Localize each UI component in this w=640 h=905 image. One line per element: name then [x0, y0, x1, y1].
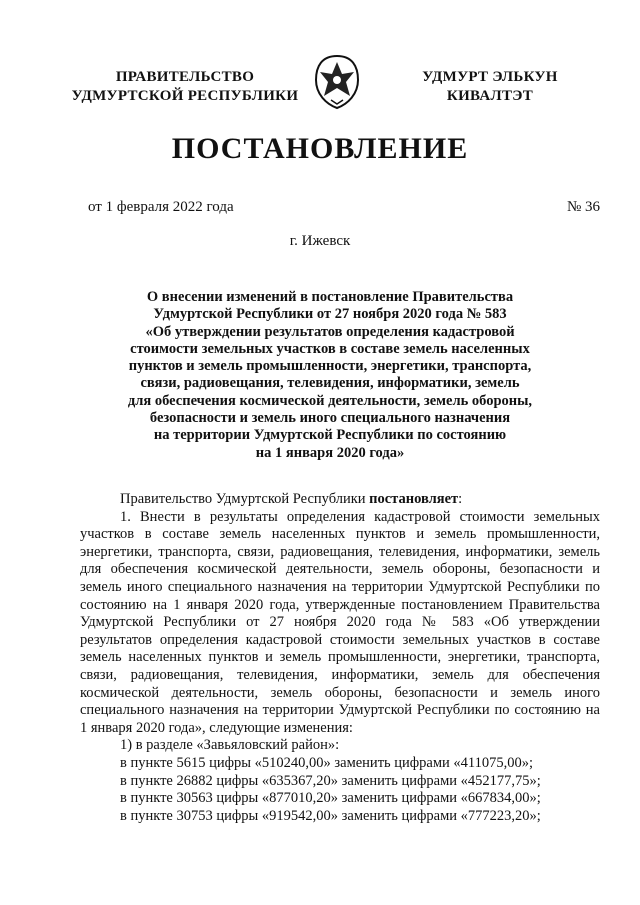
intro-resolves: постановляет	[369, 491, 459, 507]
subject-line: Удмуртской Республики от 27 ноября 2020 года № 583	[153, 306, 507, 323]
document-subject	[100, 289, 560, 462]
document-number: № 36	[567, 199, 601, 215]
subject-line: на территории Удмуртской Республики по состоянию	[153, 427, 507, 444]
government-name-udmurt	[395, 68, 585, 106]
subject-line: пунктов и земель промышленности, энергетики, транспорта,	[128, 358, 532, 375]
document-city: г. Ижевск	[289, 233, 351, 249]
change-line: в пункте 30753 цифры «919542,00» заменить цифрами «777223,20»;	[120, 807, 541, 824]
subject-line: связи, радиовещания, телевидения, информатики, земель	[140, 375, 520, 392]
document-date: от 1 февраля 2022 года	[88, 199, 234, 215]
government-name-udmurt-line1: УДМУРТ ЭЛЬКУН	[422, 69, 558, 85]
government-name-line2: УДМУРТСКОЙ РЕСПУБЛИКИ	[71, 88, 299, 104]
subject-line: «Об утверждении результатов определения кадастровой	[145, 323, 515, 340]
intro-paragraph	[80, 491, 600, 509]
sub-item-1: 1) в разделе «Завьяловский район»:	[120, 737, 340, 754]
subject-line: О внесении изменений в постановление Правительства	[146, 289, 514, 305]
item-1-paragraph: 1. Внести в результаты определения кадастровой стоимости земельных участков в составе земель населенных пунктов и земель промышленности, энергетики, транспорта, связи, радиовещания, телевидения, информатики, земель для обеспечения космической деятельности, земель обороны, безопасности и земель иного специального назначения на территории Удмуртской Республики по состоянию на 1 января 2020 года, утвержденные постановлением Правительства Удмуртской Республики от 27 ноября 2020 года № 583 «Об утверждении результатов определения кадастровой стоимости земельных участков в составе земель населенных пунктов и земель промышленности, энергетики, транспорта, связи, радиовещания, телевидения, информатики, земель для обеспечения космической деятельности, земель обороны, безопасности и земель иного специального назначения на территории Удмуртской Республики по состоянию на 1 января 2020 года», следующие изменения:	[80, 508, 600, 736]
intro-colon: :	[458, 491, 463, 507]
subject-line: для обеспечения космической деятельности, земель обороны,	[127, 392, 533, 409]
document-title: ПОСТАНОВЛЕНИЕ	[171, 132, 469, 165]
change-line: в пункте 5615 цифры «510240,00» заменить цифрами «411075,00»;	[120, 754, 534, 771]
change-line: в пункте 26882 цифры «635367,20» заменить цифрами «452177,75»;	[120, 772, 541, 789]
government-name-line1: ПРАВИТЕЛЬСТВО	[115, 69, 255, 85]
subject-line: стоимости земельных участков в составе земель населенных	[130, 340, 530, 357]
subject-line: безопасности и земель иного специального назначения	[149, 410, 511, 427]
document-body	[80, 491, 600, 825]
intro-text: Правительство Удмуртской Республики	[120, 491, 370, 507]
udmurt-coat-of-arms-icon	[312, 54, 362, 110]
change-line: в пункте 30563 цифры «877010,20» заменить цифрами «667834,00»;	[120, 790, 541, 807]
government-name-russian	[60, 68, 310, 106]
government-name-udmurt-line2: КИВАЛТЭТ	[446, 88, 534, 104]
subject-line: на 1 января 2020 года»	[255, 444, 405, 461]
